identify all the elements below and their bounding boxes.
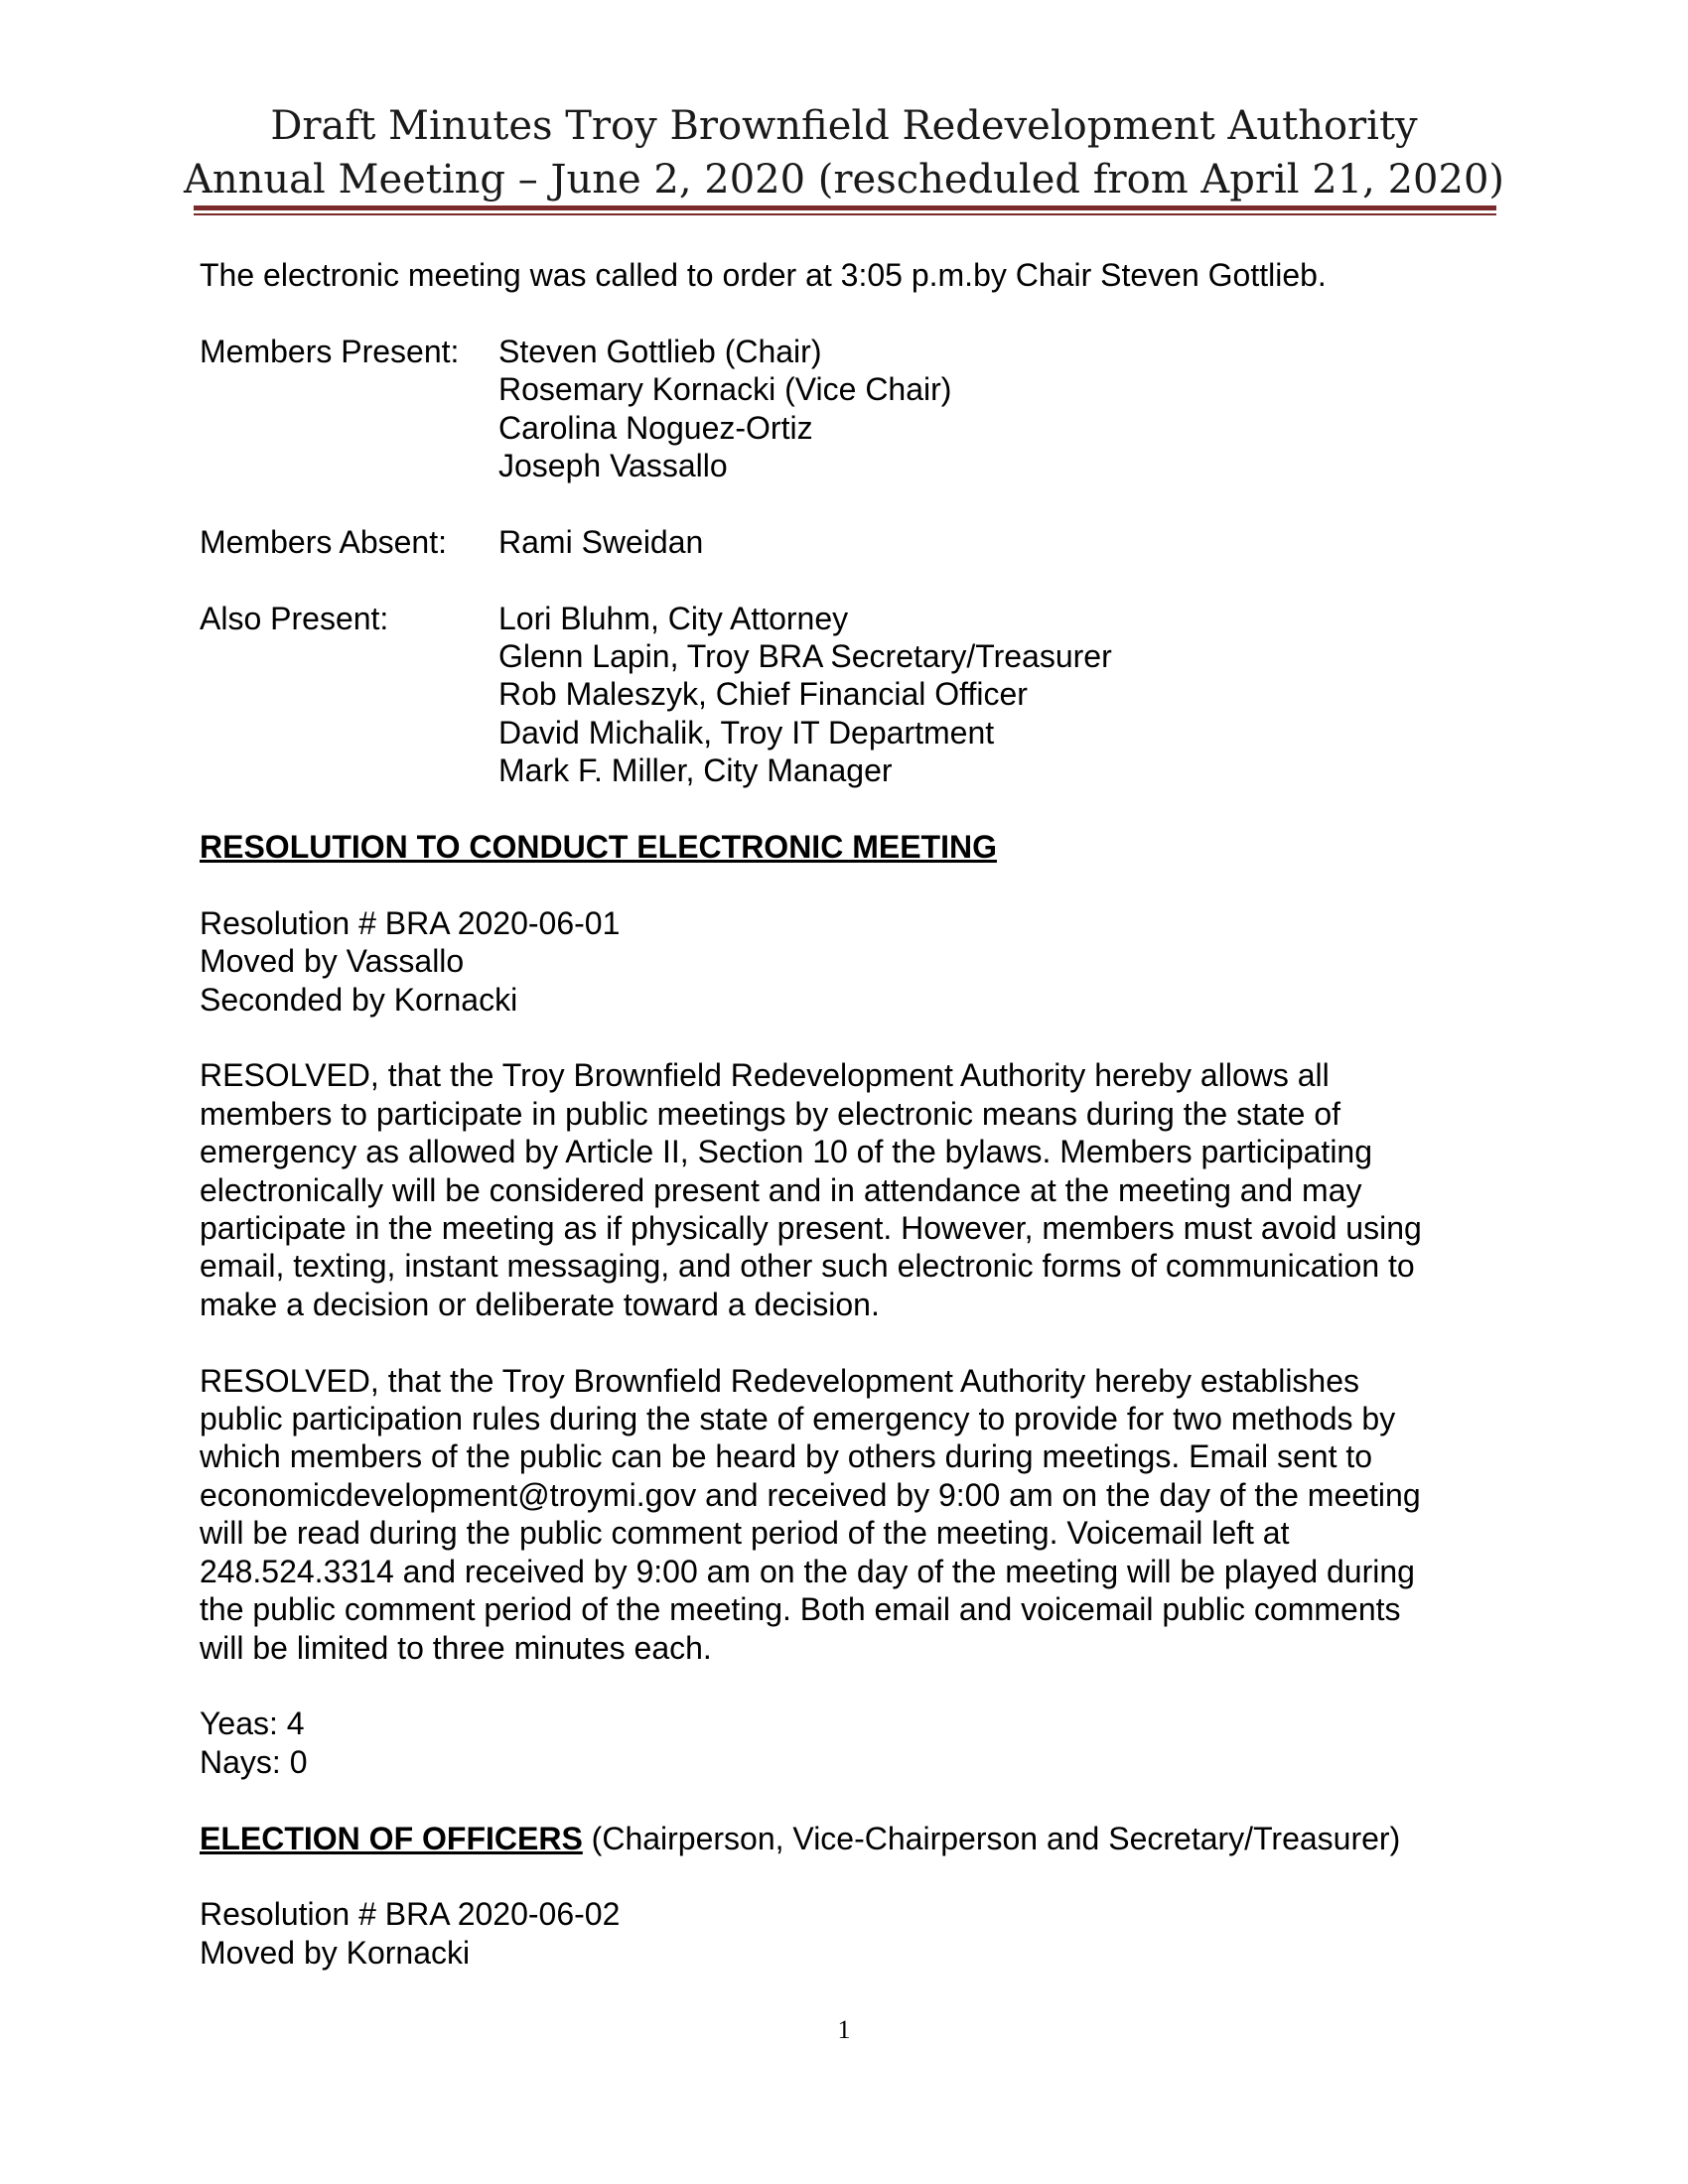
election-heading-text: ELECTION OF OFFICERS bbox=[200, 1820, 583, 1856]
paragraph-line: electronically will be considered present and in attendance at the meeting and may bbox=[200, 1171, 1362, 1208]
attendee-name: Lori Bluhm, City Attorney bbox=[498, 600, 849, 636]
paragraph-line: will be limited to three minutes each. bbox=[200, 1629, 712, 1666]
header-title-line2: Annual Meeting – June 2, 2020 (rescheduled from April 21, 2020) bbox=[183, 157, 1505, 203]
paragraph-line: make a decision or deliberate toward a decision. bbox=[200, 1286, 880, 1322]
member-name: Rami Sweidan bbox=[498, 523, 704, 560]
paragraph-line: members to participate in public meetings by electronic means during the state of bbox=[200, 1095, 1341, 1132]
attendee-name: Mark F. Miller, City Manager bbox=[498, 752, 893, 789]
section-heading-electronic-meeting: RESOLUTION TO CONDUCT ELECTRONIC MEETING bbox=[200, 829, 997, 866]
paragraph-line: the public comment period of the meeting. Both email and voicemail public comments bbox=[200, 1591, 1401, 1628]
paragraph-line: RESOLVED, that the Troy Brownfield Redevelopment Authority hereby allows all bbox=[200, 1057, 1330, 1094]
member-name: Carolina Noguez-Ortiz bbox=[498, 409, 813, 446]
header-rule-thick bbox=[194, 205, 1496, 210]
resolution-number: Resolution # BRA 2020-06-01 bbox=[200, 904, 621, 941]
resolution-paragraph-2 bbox=[200, 1362, 1490, 1667]
also-present-label: Also Present: bbox=[200, 600, 389, 636]
document-header bbox=[0, 99, 1688, 206]
header-title-line1: Draft Minutes Troy Brownfield Redevelopment Authority bbox=[270, 103, 1418, 149]
paragraph-line: economicdevelopment@troymi.gov and received by 9:00 am on the day of the meeting bbox=[200, 1476, 1421, 1513]
paragraph-line: public participation rules during the state of emergency to provide for two methods by bbox=[200, 1401, 1396, 1437]
paragraph-line: will be read during the public comment period of the meeting. Voicemail left at bbox=[200, 1515, 1290, 1552]
members-absent-list bbox=[498, 523, 1490, 561]
members-present-block bbox=[200, 333, 1490, 485]
seconded-by: Seconded by Kornacki bbox=[200, 981, 518, 1018]
section-heading-election-of-officers bbox=[200, 1820, 1490, 1857]
vote-yeas: Yeas: 4 bbox=[200, 1706, 305, 1742]
also-present-list bbox=[498, 600, 1490, 790]
member-name: Joseph Vassallo bbox=[498, 448, 728, 484]
resolution-paragraph-1 bbox=[200, 1056, 1490, 1323]
election-heading-suffix: (Chairperson, Vice-Chairperson and Secretary/Treasurer) bbox=[582, 1820, 1401, 1856]
members-present-label: Members Present: bbox=[200, 333, 460, 369]
members-present-list bbox=[498, 333, 1490, 485]
page-number: 1 bbox=[837, 2015, 851, 2044]
members-absent-block bbox=[200, 523, 1490, 561]
opening-statement: The electronic meeting was called to order at 3:05 p.m.by Chair Steven Gottlieb. bbox=[200, 257, 1327, 293]
member-name: Rosemary Kornacki (Vice Chair) bbox=[498, 371, 952, 408]
paragraph-line: which members of the public can be heard by others during meetings. Email sent to bbox=[200, 1438, 1373, 1475]
header-rule-thin bbox=[194, 213, 1496, 215]
also-present-block bbox=[200, 600, 1490, 790]
minutes-body bbox=[200, 256, 1490, 1972]
moved-by: Moved by Vassallo bbox=[200, 943, 465, 980]
paragraph-line: RESOLVED, that the Troy Brownfield Redevelopment Authority hereby establishes bbox=[200, 1362, 1360, 1399]
attendee-name: Glenn Lapin, Troy BRA Secretary/Treasurer bbox=[498, 638, 1112, 675]
paragraph-line: 248.524.3314 and received by 9:00 am on the day of the meeting will be played during bbox=[200, 1553, 1415, 1589]
paragraph-line: emergency as allowed by Article II, Section 10 of the bylaws. Members participating bbox=[200, 1134, 1373, 1170]
paragraph-line: email, texting, instant messaging, and other such electronic forms of communication to bbox=[200, 1248, 1415, 1285]
attendee-name: David Michalik, Troy IT Department bbox=[498, 714, 995, 751]
resolution-number: Resolution # BRA 2020-06-02 bbox=[200, 1896, 621, 1933]
vote-nays: Nays: 0 bbox=[200, 1743, 308, 1780]
member-name: Steven Gottlieb (Chair) bbox=[498, 333, 822, 369]
members-absent-label: Members Absent: bbox=[200, 523, 447, 560]
paragraph-line: participate in the meeting as if physically present. However, members must avoid using bbox=[200, 1210, 1422, 1247]
attendee-name: Rob Maleszyk, Chief Financial Officer bbox=[498, 676, 1028, 713]
moved-by: Moved by Kornacki bbox=[200, 1934, 471, 1971]
